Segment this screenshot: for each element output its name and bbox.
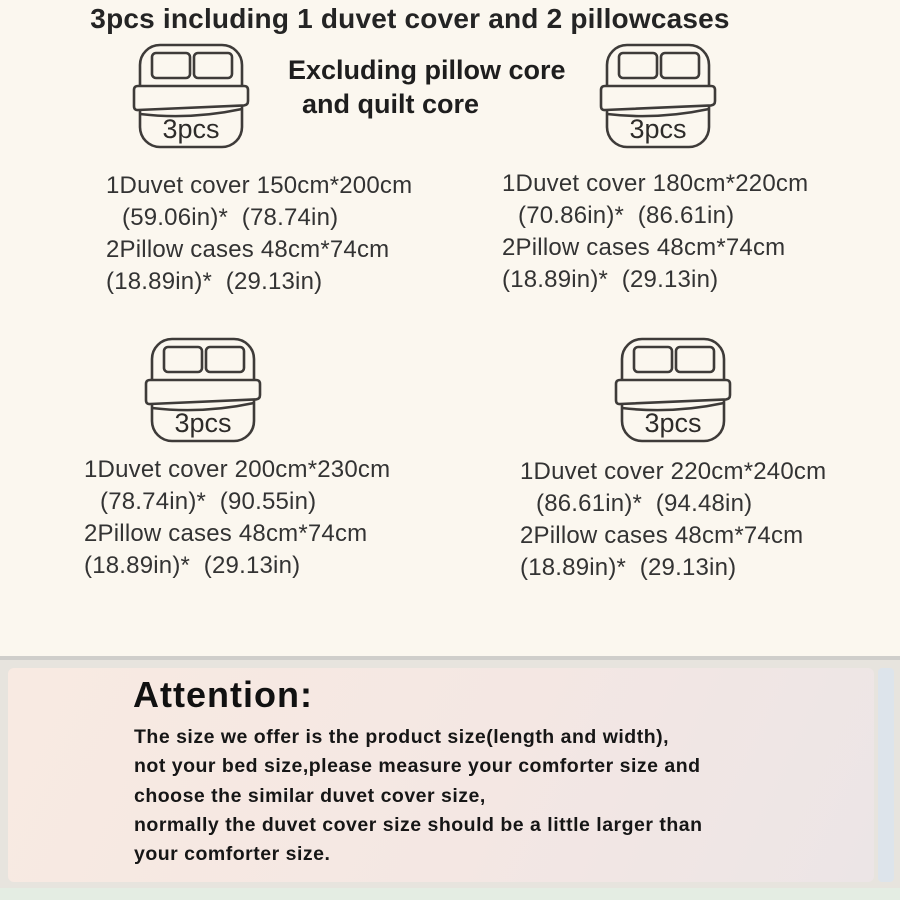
exclusion-note (288, 53, 566, 121)
pillow-left-icon (634, 347, 672, 372)
pillow-right-icon (661, 53, 699, 78)
duvet-size-cm: 1Duvet cover 150cm*200cm (106, 172, 413, 199)
duvet-size-cm: 1Duvet cover 220cm*240cm (520, 458, 827, 485)
pillow-size-in: (18.89in)* (29.13in) (84, 552, 301, 579)
bed-badge: 3pcs (629, 114, 687, 144)
pillow-right-icon (676, 347, 714, 372)
attention-bottom-strip (0, 888, 900, 900)
bed-badge: 3pcs (644, 408, 702, 438)
attention-heading: Attention: (133, 674, 313, 715)
pillow-size-cm: 2Pillow cases 48cm*74cm (520, 522, 804, 549)
pillow-size-cm: 2Pillow cases 48cm*74cm (502, 234, 786, 261)
attention-right-strip (878, 668, 894, 882)
duvet-size-cm: 1Duvet cover 180cm*220cm (502, 170, 809, 197)
duvet-band (601, 86, 715, 110)
pillow-right-icon (206, 347, 244, 372)
duvet-size-in: (78.74in)* (90.55in) (100, 488, 317, 515)
bed-badge: 3pcs (174, 408, 232, 438)
pillow-size-cm: 2Pillow cases 48cm*74cm (84, 520, 368, 547)
pillow-size-in: (18.89in)* (29.13in) (520, 554, 737, 581)
bed-illustration-180x220 (595, 42, 721, 150)
page-title: 3pcs including 1 duvet cover and 2 pillowcases (90, 3, 730, 34)
bed-illustration-220x240 (610, 336, 736, 444)
size-block-180x220 (502, 168, 808, 296)
exclusion-note-line1: Excluding pillow core (288, 55, 566, 85)
attention-line: normally the duvet cover size should be a little larger than (134, 813, 703, 836)
duvet-size-in: (86.61in)* (94.48in) (536, 490, 753, 517)
duvet-size-in: (70.86in)* (86.61in) (518, 202, 735, 229)
bed-illustration-150x200 (128, 42, 254, 150)
duvet-size-in: (59.06in)* (78.74in) (122, 204, 339, 231)
bed-badge: 3pcs (162, 114, 220, 144)
duvet-size-cm: 1Duvet cover 200cm*230cm (84, 456, 391, 483)
pillow-left-icon (619, 53, 657, 78)
pillow-size-in: (18.89in)* (29.13in) (106, 268, 323, 295)
attention-body (134, 723, 703, 869)
exclusion-note-line2: and quilt core (302, 89, 480, 119)
duvet-band (134, 86, 248, 110)
pillow-left-icon (152, 53, 190, 78)
size-block-220x240 (520, 456, 826, 584)
pillow-size-cm: 2Pillow cases 48cm*74cm (106, 236, 390, 263)
attention-line: not your bed size,please measure your comforter size and (134, 755, 701, 778)
duvet-band (616, 380, 730, 404)
size-block-150x200 (106, 170, 412, 298)
pillow-size-in: (18.89in)* (29.13in) (502, 266, 719, 293)
bed-illustration-200x230 (140, 336, 266, 444)
attention-line: The size we offer is the product size(length and width), (134, 726, 670, 748)
attention-line: your comforter size. (134, 843, 331, 866)
size-block-200x230 (84, 454, 390, 582)
pillow-left-icon (164, 347, 202, 372)
duvet-band (146, 380, 260, 404)
attention-line: choose the similar duvet cover size, (134, 784, 486, 807)
pillow-right-icon (194, 53, 232, 78)
